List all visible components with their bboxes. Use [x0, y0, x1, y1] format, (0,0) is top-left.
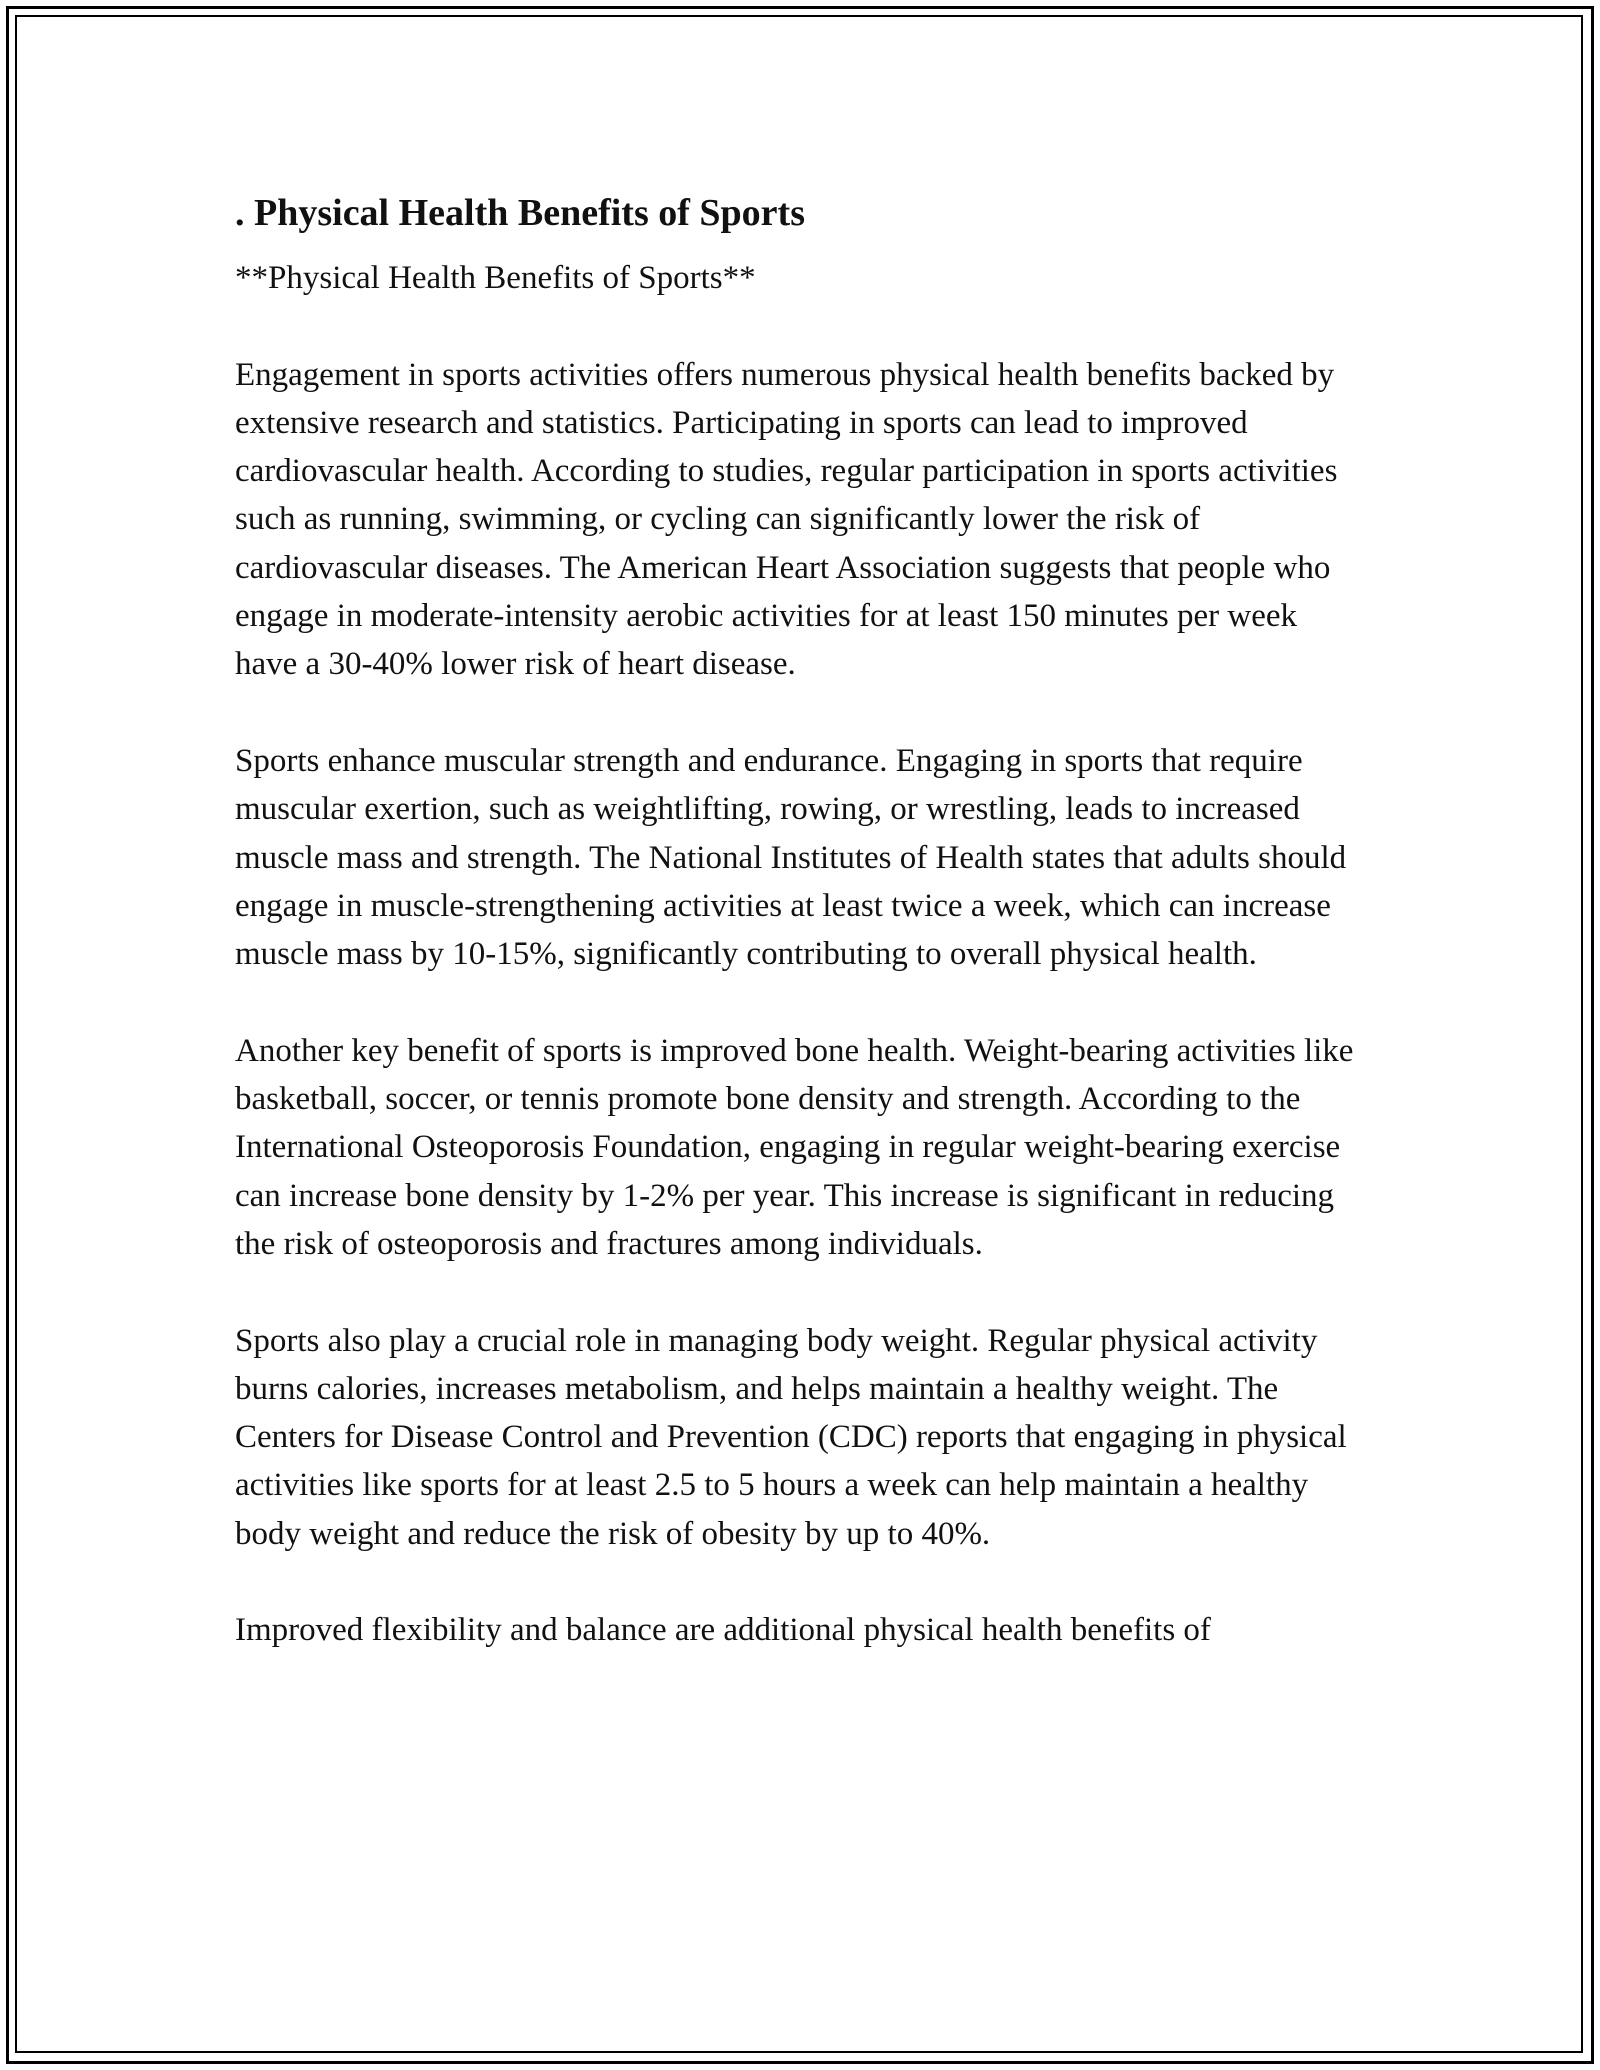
paragraph-bone: Another key benefit of sports is improved bone health. Weight-bearing activities like basketball, soccer, or tennis promote bone density and strength. According to the International Osteoporosis Foundation, engaging in regular weight-bearing exercise can increase bone density by 1-2% per year. This increase is significant in reducing the risk of osteoporosis and fractures among individuals. [235, 1032, 1354, 1262]
page-title: . Physical Health Benefits of Sports [235, 192, 805, 234]
paragraph-flexibility: Improved flexibility and balance are additional physical health benefits of [235, 1612, 1211, 1649]
paragraph-cardiovascular: Engagement in sports activities offers numerous physical health benefits backed by extensive research and statistics. Participating in sports can lead to improved cardiovascular health. According to studies, regular participation in sports activities such as running, swimming, or cycling can significantly lower the risk of cardiovascular diseases. The American Heart Association suggests that people who engage in moderate-intensity aerobic activities for at least 150 minutes per week have a 30-40% lower risk of heart disease. [235, 356, 1338, 683]
document-body [235, 180, 1365, 1655]
paragraph-weight: Sports also play a crucial role in managing body weight. Regular physical activity burns calories, increases metabolism, and helps maintain a healthy weight. The Centers for Disease Control and Prevention (CDC) reports that engaging in physical activities like sports for at least 2.5 to 5 hours a week can help maintain a healthy body weight and reduce the risk of obesity by up to 40%. [235, 1322, 1347, 1552]
paragraph-muscular: Sports enhance muscular strength and endurance. Engaging in sports that require muscular exertion, such as weightlifting, rowing, or wrestling, leads to increased muscle mass and strength. The National Institutes of Health states that adults should engage in muscle-strengthening activities at least twice a week, which can increase muscle mass by 10-15%, significantly contributing to overall physical health. [235, 742, 1347, 973]
document-subtitle: **Physical Health Benefits of Sports** [235, 260, 756, 296]
